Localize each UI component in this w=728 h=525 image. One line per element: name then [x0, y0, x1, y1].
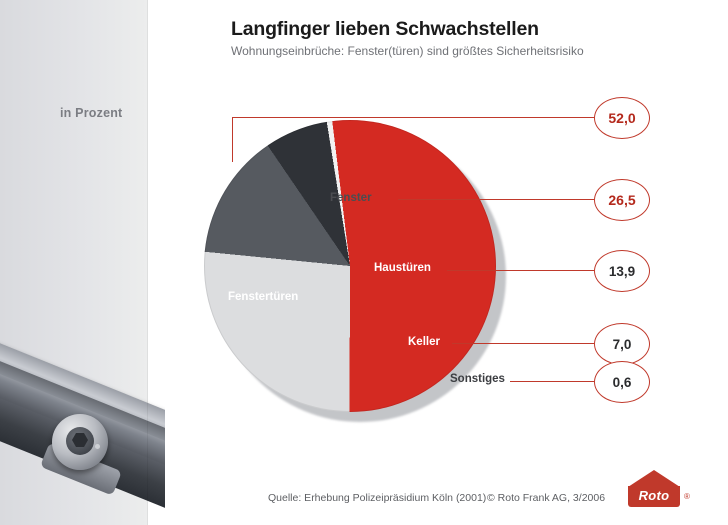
knob-highlight [95, 444, 100, 449]
leader-line-haustueren [447, 270, 594, 271]
roto-logo [622, 470, 706, 510]
logo-text: Roto [638, 488, 670, 503]
slice-label-sonstiges: Sonstiges [450, 373, 505, 385]
left-photo-band [0, 0, 148, 525]
value-bubble-fenstertueren: 52,0 [594, 97, 650, 139]
slice-label-fenstertueren: Fenstertüren [228, 291, 299, 303]
leader-line-sonstiges [510, 381, 594, 382]
value-bubble-haustueren: 13,9 [594, 250, 650, 292]
leader-line-keller [452, 343, 594, 344]
leader-line-fenstertueren-drop [232, 117, 233, 162]
page-subtitle: Wohnungseinbrüche: Fenster(türen) sind größtes Sicherheitsrisiko [231, 44, 584, 58]
value-bubble-sonstiges: 0,6 [594, 361, 650, 403]
unit-label: in Prozent [60, 106, 123, 120]
slice-label-keller: Keller [408, 336, 440, 348]
value-bubble-fenster: 26,5 [594, 179, 650, 221]
page-title: Langfinger lieben Schwachstellen [231, 18, 539, 40]
source-note: Quelle: Erhebung Polizeipräsidium Köln (2001) [268, 492, 487, 504]
locking-knob [52, 414, 108, 470]
leader-line-fenstertueren [232, 117, 594, 118]
leader-line-fenster [398, 199, 594, 200]
house-roof-icon [628, 470, 680, 487]
logo-trademark: ® [684, 492, 690, 501]
slice-label-fenster: Fenster [330, 192, 372, 204]
window-hardware-photo [0, 340, 165, 525]
value-bubble-keller: 7,0 [594, 323, 650, 365]
slice-label-haustueren: Haustüren [374, 262, 431, 274]
pie-slices [204, 120, 496, 412]
copyright-note: © Roto Frank AG, 3/2006 [487, 492, 606, 504]
